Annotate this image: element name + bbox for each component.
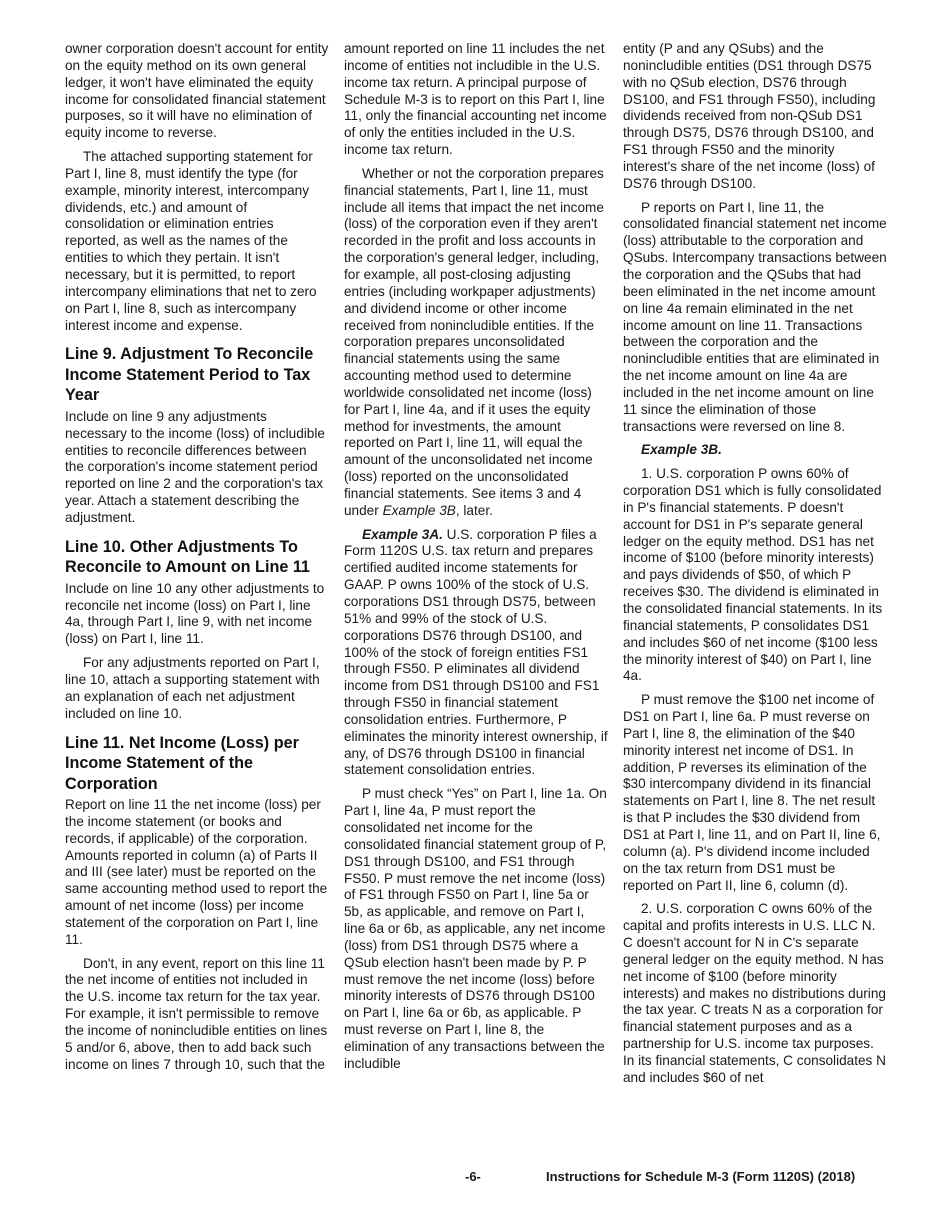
heading-line-9: Line 9. Adjustment To Reconcile Income Statement Period to Tax Year (65, 345, 314, 405)
paragraph: Include on line 10 any other adjustments to reconcile net income (loss) on Part I, line 4a, through Part I, line 9, with net income (loss) on Part I, line 11. (65, 580, 325, 647)
paragraph-text: Whether or not the corporation prepares financial statements, Part I, line 11, must include all items that impact the net income (loss) of the corporation even if they aren't recorded in the profit and loss accounts in the corporation's general ledger, including, for example, all post-closing adjusting entries (including workpaper adjustments) and dividend income or other income received from nonincludible entities. If the corporation prepares unconsolidated financial statements using the same accounting method used to determine worldwide consolidated net income (loss) for Part I, line 4a, and if it uses the equity method for investments, the amount reported on Part I, line 11, will equal the amount of the unconsolidated net income (loss) reported on the unconsolidated financial statements. See items 3 and 4 under (344, 165, 604, 518)
paragraph: The attached supporting statement for Part I, line 8, must identify the type (for example, minority interest, intercompany dividends, etc.) and amount of consolidation or elimination entries reported, as well as the names of the entities to which they pertain. It isn't necessary, but it is permitted, to report intercompany eliminations that net to zero on Part I, line 8, such as intercompany interest income and expense. (65, 149, 317, 333)
column-3 (623, 41, 887, 1094)
example-3b-reference: Example 3B (382, 502, 456, 518)
paragraph: For any adjustments reported on Part I, line 10, attach a supporting statement with an explanation of each net adjustment included on line 10. (65, 655, 320, 721)
paragraph: Include on line 9 any adjustments necessary to the income (loss) of includible entities to reconcile differences between the corporation's income statement period reported on line 2 and the corporation's tax year. Attach a statement describing the adjustment. (65, 408, 325, 525)
example-3a-text: U.S. corporation P files a Form 1120S U.S. tax return and prepares certified audited income statements for GAAP. P owns 100% of the stock of U.S. corporations DS1 through DS75, between 51% and 99% of the stock of U.S. corporations DS76 through DS100, and 100% of the stock of foreign entities FS1 through FS50. P eliminates all dividend income from DS1 through DS100 and FS1 through FS50 in financial statement consolidation entries. Furthermore, P eliminates the minority interest ownership, if any, of DS76 through DS100 in financial statement consolidation entries. (344, 526, 608, 778)
paragraph (344, 166, 608, 520)
paragraph: P must check “Yes” on Part I, line 1a. On Part I, line 4a, P must report the consolidated net income for the consolidated financial statement group of P, DS1 through DS100, and FS1 through FS50. P must remove the net income (loss) of FS1 through FS50 on Part I, line 5a or 5b, as applicable, and remove on Part I, line 6a or 6b, as applicable, any net income (loss) from DS1 through DS75 where a QSub election hasn't been made by P. P must remove the net income (loss) before minority interests of DS76 through DS100 on Part I, line 6a or 6b, as applicable. P must reverse on Part I, line 8, the elimination of any transactions between the includible (344, 786, 607, 1071)
page-footer (0, 1169, 950, 1189)
paragraph: P must remove the $100 net income of DS1 on Part I, line 6a. P must reverse on Part I, line 8, the elimination of the $40 minority interest net income of DS1. In addition, P reverses its elimination of the $30 intercompany dividend in its financial statements on Part I, line 8. The net result is that P includes the $30 dividend from DS1 at Part I, line 11, and on Part II, line 6, column (a). P's dividend income included on the tax return from DS1 must be reported on Part II, line 6, column (d). (623, 692, 881, 893)
example-3b-label (641, 442, 887, 459)
example-3a (344, 527, 608, 780)
paragraph: entity (P and any QSubs) and the nonincludible entities (DS1 through DS75 with no QSub election, DS76 through DS100, and FS1 through FS50), including dividends received from non-QSub DS1 through DS75, DS76 through DS100, and FS1 through FS50 and the minority interest's share of the net income (loss) of DS76 through DS100. (623, 41, 876, 191)
paragraph: Report on line 11 the net income (loss) per the income statement (or books and records, if applicable) of the corporation. Amounts reported in column (a) of Parts II and III (see later) must be reported on the same accounting method used to report the amount of net income (loss) per income statement of the corporation on Part I, line 11. (65, 797, 328, 947)
document-title: Instructions for Schedule M-3 (Form 1120S) (2018) (546, 1169, 856, 1184)
paragraph: owner corporation doesn't account for entity on the equity method on its own general ledger, it won't have eliminated the equity income for consolidated financial statement purposes, so it will have no elimination of equity income to reverse. (65, 41, 329, 141)
example-item-2: 2. U.S. corporation C owns 60% of the capital and profits interests in U.S. LLC N. C doesn't account for N in C's separate general ledger on the equity method. N has net income of $100 (before minority interests) and makes no distributions during the tax year. C treats N as a corporation for financial statement purposes and as a partnership for U.S. income tax purposes. In its financial statements, C consolidates N and includes $60 of net (623, 901, 886, 1085)
paragraph-text: , later. (455, 502, 493, 518)
heading-line-11: Line 11. Net Income (Loss) per Income Statement of the Corporation (65, 733, 299, 793)
paragraph: P reports on Part I, line 11, the consolidated financial statement net income (loss) attributable to the corporation and QSubs. Intercompany transactions between the corporation and the QSubs that had been eliminated in the net income amount on line 4a remain eliminated in the net income amount on line 11. Transactions between the corporation and the nonincludible entities that are eliminated in the net income amount on line 4a are included in the net income amount on line 11 since the elimination of those transactions were reversed on line 8. (623, 199, 887, 434)
paragraph: amount reported on line 11 includes the net income of entities not includible in the U.S. income tax return. A principal purpose of Schedule M-3 is to report on this Part I, line 11, only the financial accounting net income of only the entities included in the U.S. income tax return. (344, 41, 607, 158)
column-2 (344, 41, 608, 1080)
page-number: -6- (465, 1169, 481, 1184)
heading-line-10: Line 10. Other Adjustments To Reconcile to Amount on Line 11 (65, 537, 310, 577)
column-1 (65, 41, 329, 1081)
paragraph: Don't, in any event, report on this line 11 the net income of entities not included in the U.S. income tax return for the tax year. For example, it isn't permissible to remove the income of nonincludible entities on lines 5 and/or 6, above, then to add back such income on lines 7 through 10, such that the (65, 955, 328, 1072)
example-item-1: 1. U.S. corporation P owns 60% of corporation DS1 which is fully consolidated in P's financial statements. P doesn't account for DS1 in P's separate general ledger on the equity method. DS1 has net income of $100 (before minority interests) and pays dividends of $50, of which P receives $30. The dividend is eliminated in the consolidated financial statements. In its financial statements, P consolidates DS1 and includes $60 of net income ($100 less the minority interest of $40) on Part I, line 4a. (623, 466, 883, 684)
example-3a-label: Example 3A. (362, 526, 443, 542)
example-3b-heading: Example 3B. (641, 442, 722, 458)
